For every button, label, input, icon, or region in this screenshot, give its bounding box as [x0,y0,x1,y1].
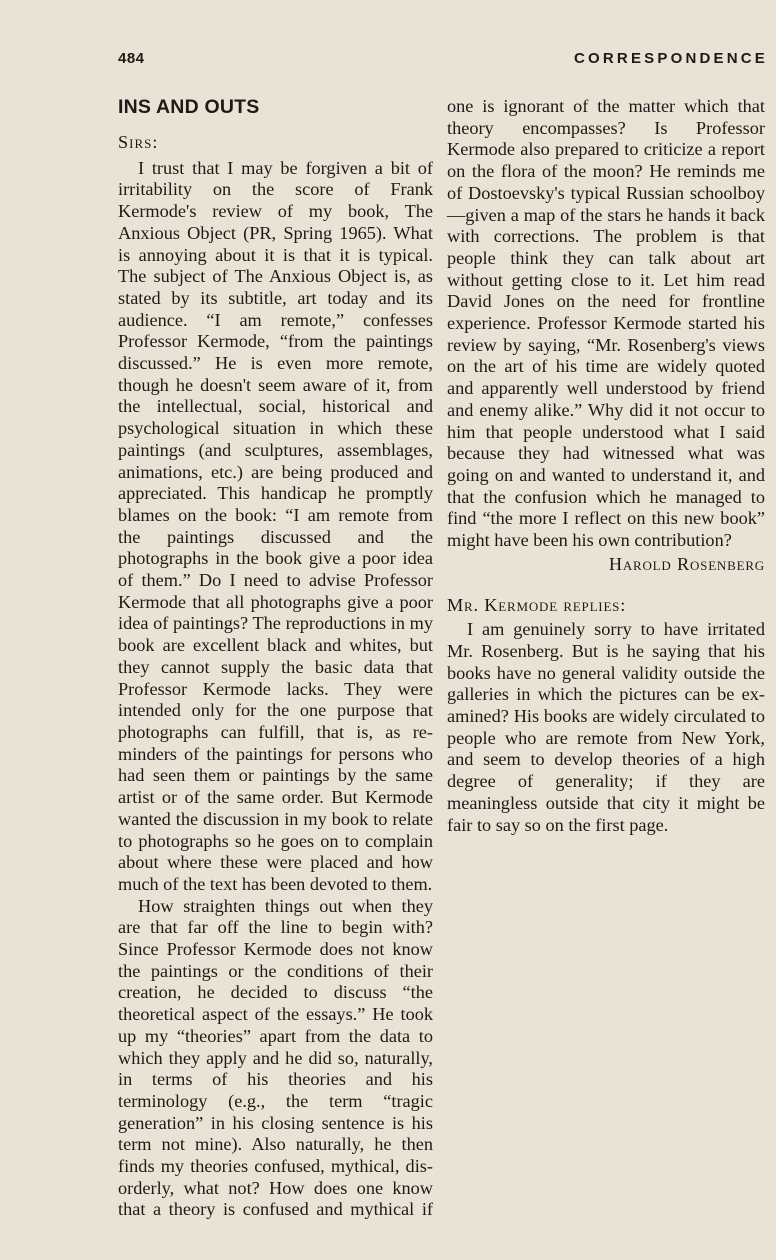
reply-paragraph: I am genuinely sorry to have irritated Mr. Rosenberg. But is he saying that his books have no general validity outside the galleries in which the pictures can be examined? His books are widely circulated to people who are remote from New York, and seem to develop theories of a high degree of generality; if they are meaningless outside that city it might be fair to say so on the first page. [447,619,765,835]
section-title: INS AND OUTS [118,96,260,118]
letter-paragraph-2-continued: one is ignorant of the matter which that theory encompasses? Is Professor Kermode also prepared to criticize a report on the flora of the moon? He reminds me of Dostoevsky's typical Russian schoolboy—given a map of the stars he hands it back with corrections. The problem is that people think they can talk about art without getting close to it. Let him read David Jones on the need for frontline experience. Professor Kermode started his review by saying, “Mr. Rosenberg's views on the art of his time are widely quoted and apparently well understood by friend and enemy alike.” Why did it not occur to him that people understood what I said because they had witnessed what was going on and wanted to understand it, and that the confusion which he managed to find “the more I reflect on this new book” might have been his own contribution? [447,96,765,551]
salutation: Sirs: [118,132,159,152]
letter-paragraph-2: How straighten things out when they are that far off the line to begin with? Since Professor Kermode does not know the paintings or the conditions of their creation, he decided to discuss “the theoretical aspect of the essays.” He took up my “theories” apart from the data to which they apply and he did so, naturally, in terms of his theories and his terminology (e.g., the term “tragic generation” in his closing sentence is his term not mine). Also naturally, he then finds my theories confused, mythical, disorderly, what not? How does one know that a theory is confused and mythical if [118,895,433,1220]
text-column-left [118,96,433,1221]
letter-signature: Harold Rosenberg [608,553,765,574]
running-head: CORRESPONDENCE [574,50,768,67]
reply-heading: Mr. Kermode replies: [447,595,627,616]
page-number: 484 [118,50,145,67]
text-column-right [447,96,765,836]
letter-paragraph-1: I trust that I may be forgiven a bit of irritability on the score of Frank Kermode's review of my book, The Anxious Object (PR, Spring 1965). What is annoying about it is that it is typical. The subject of The Anxious Object is, as stated by its subtitle, art today and its audience. “I am remote,” confesses Professor Kermode, “from the paintings discussed.” He is even more remote, though he doesn't seem aware of it, from the intellectual, social, historical and psychological situation in which these paintings (and sculptures, assemblages, animations, etc.) are being produced and appreciated. This handicap he promptly blames on the book: “I am remote from the paintings discussed and the photographs in the book give a poor idea of them.” Do I need to advise Professor Kermode that all photographs give a poor idea of paintings? The reproductions in my book are excellent black and whites, but they cannot supply the basic data that Professor Kermode lacks. They were intended only for the one purpose that photographs can fulfill, that is, as reminders of the paintings for persons who had seen them or paintings by the same artist or of the same order. But Kermode wanted the discussion in my book to relate to photographs so he goes on to complain about where these were placed and how much of the text has been devoted to them. [118,157,433,894]
